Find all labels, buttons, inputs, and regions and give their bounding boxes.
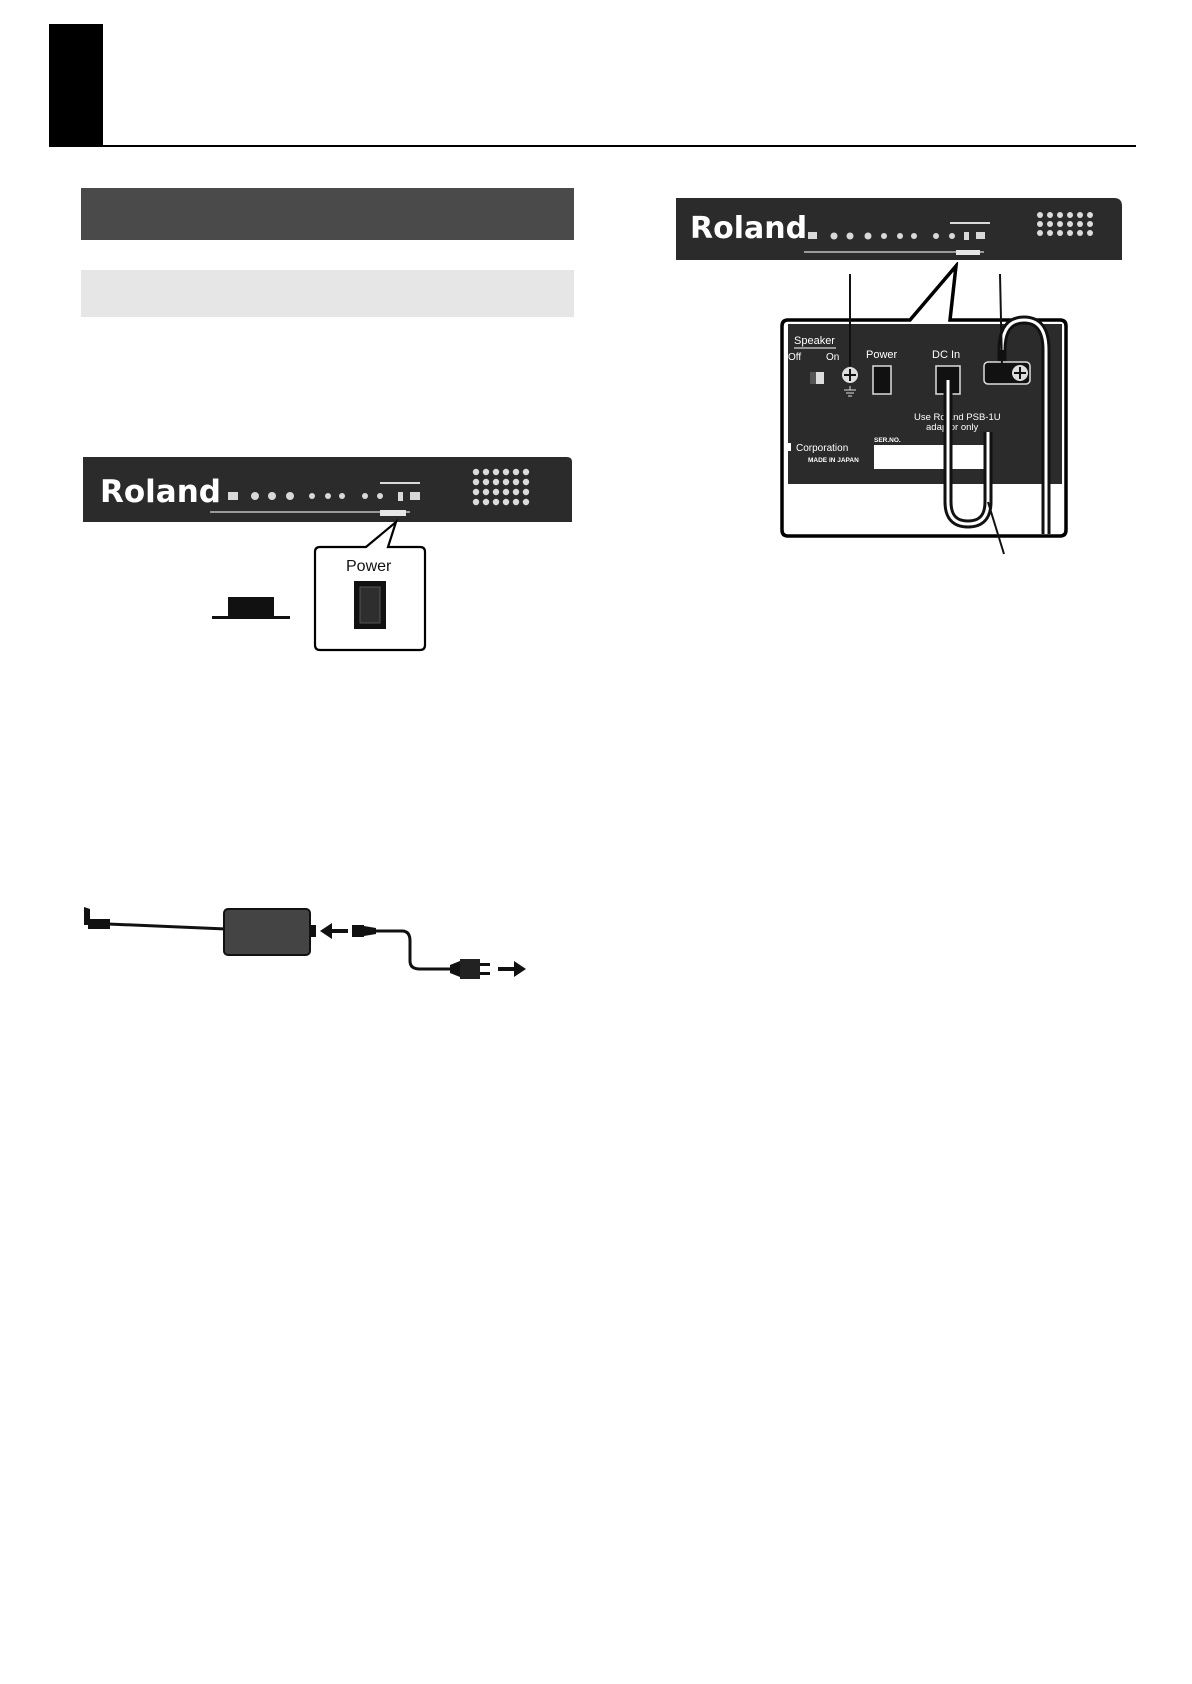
rear-panel-top-figure (674, 196, 1124, 268)
power-switch (873, 366, 891, 394)
dc-cord (108, 924, 226, 929)
section-heading-bar (81, 188, 574, 240)
roland-logo: Roland (690, 211, 808, 246)
adaptor-note-line1: Use Roland PSB-1U (914, 412, 1001, 423)
subsection-heading-bar (81, 270, 574, 317)
power-label: Power (866, 349, 898, 361)
made-in-text: MADE IN JAPAN (808, 457, 859, 464)
dcin-label: DC In (932, 349, 961, 361)
speaker-on-label: On (826, 352, 840, 363)
serial-label: SER.NO. (874, 437, 901, 444)
ac-adaptor-figure (80, 895, 580, 985)
ac-plug (460, 959, 480, 979)
chapter-tab (49, 24, 103, 147)
adaptor-note-line2: adaptor only (926, 422, 979, 433)
dc-plug (88, 919, 110, 929)
serial-plate (874, 445, 984, 469)
rear-panel-power-figure (80, 450, 580, 660)
roland-logo: Roland (100, 474, 221, 510)
ac-adaptor (224, 909, 310, 955)
ac-cord (376, 931, 452, 969)
corporation-text: Corporation (796, 443, 849, 454)
speaker-label: Speaker (794, 335, 835, 347)
header-rule (49, 145, 1136, 147)
speaker-off-label: Off (788, 352, 802, 363)
power-callout-label: Power (346, 558, 392, 575)
ac-cord-connector (364, 926, 376, 936)
rear-detail-figure (770, 262, 1080, 562)
power-switch-side-view (228, 597, 274, 617)
